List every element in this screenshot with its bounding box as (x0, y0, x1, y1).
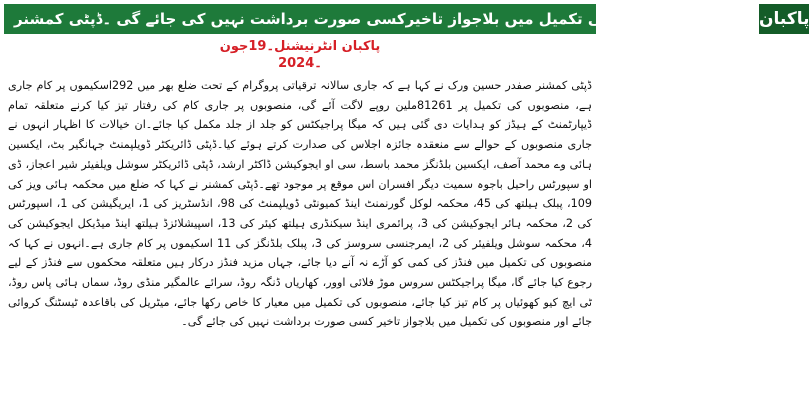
dateline: ۔2024 (278, 56, 322, 71)
headline: ترقیاتی منصوبوں کی تکمیل میں بلاجواز تاخیرکسی صورت برداشت نہیں کی جائے گی ۔ڈپٹی کمشنر (14, 10, 747, 28)
article-body: ڈپٹی کمشنر صفدر حسین ورک نے کہا ہے کہ جاری سالانہ ترقیاتی پروگرام کے تحت ضلع بھر میں 292اسکیموں پر کام جاری ہے، منصوبوں کی تکمیل پر 81261ملین روپے لاگت آئے گی، منصوبوں پر جاری کام کی رفتار تیز کیا کرنے متعلقہ تمام ڈیپارٹمنٹ کے ہیڈز کو ہدایات دی گئی ہیں کہ میگا پراجیکٹس کو جلد از جلد مکمل کیا جائے۔ان خیالات کا اظہار انہوں نے جاری منصوبوں کے حوالے سے منعقدہ جائزہ اجلاس کی صدارت کرتے ہوئے کیا۔ڈپٹی ڈائریکٹر ڈویلپمنٹ جہانگیر بٹ، ایکسین ہائی وے محمد آصف، ایکسین بلڈنگز محمد باسط، سی او ایجوکیشن ڈاکٹر ارشد، ڈپٹی ڈائریکٹر سوشل ویلفیئر شیر اعجاز، ڈی او سپورٹس راحیل باجوہ سمیت دیگر افسران اس موقع پر موجود تھے۔ڈپٹی کمشنر نے کہا کہ ضلع میں محکمہ ہائی ویز کی 109، پبلک ہیلتھ کی 45، محکمہ لوکل گورنمنٹ اینڈ کمیونٹی ڈویلپمنٹ کی 98، انڈسٹریز کی 1، ایریگیشن کی 1، اسپورٹس کی 2، محکمہ ہائر ایجوکیشن کی 3، پرائمری اینڈ سیکنڈری ہیلتھ کیئر کی 13، اسپیشلائزڈ ہیلتھ اینڈ میڈیکل ایجوکیشن کی 4، محکمہ سوشل ویلفیئر کی 2، ایمرجنسی سروسز کی 3، پبلک بلڈنگز کی 11 اسکیموں پر کام جاری ہے۔انہوں نے کہا کہ منصوبوں کی تکمیل میں فنڈز کی کمی کو آڑے نہ آنے دیا جائے، جہاں مزید فنڈز درکار ہیں متعلقہ محکموں سے فنڈز کے لیے رجوع کیا جائے گا، میگا پراجیکٹس سروس موڑ فلائی اوور، کھاریاں ڈنگہ روڈ، سرائے عالمگیر منڈی روڈ، سماں ہائی پاس روڈ، ٹی ایچ کیو کھوئیاں پر کام تیز کیا جائے، منصوبوں کی تکمیل میں معیار کا خاص رکھا جائے، میٹریل کی باقاعدہ ٹیسٹنگ کروائی جائے اور منصوبوں کی تکمیل میں بلاجواز تاخیر کسی صورت برداشت نہیں کی جائے گی۔ (8, 79, 593, 329)
byline: پاکبان انٹرنیشنل۔19جون (219, 39, 381, 54)
brand-logo-box (757, 4, 809, 34)
headline-bar (4, 4, 809, 34)
brand-name: پاکبان (758, 9, 809, 29)
